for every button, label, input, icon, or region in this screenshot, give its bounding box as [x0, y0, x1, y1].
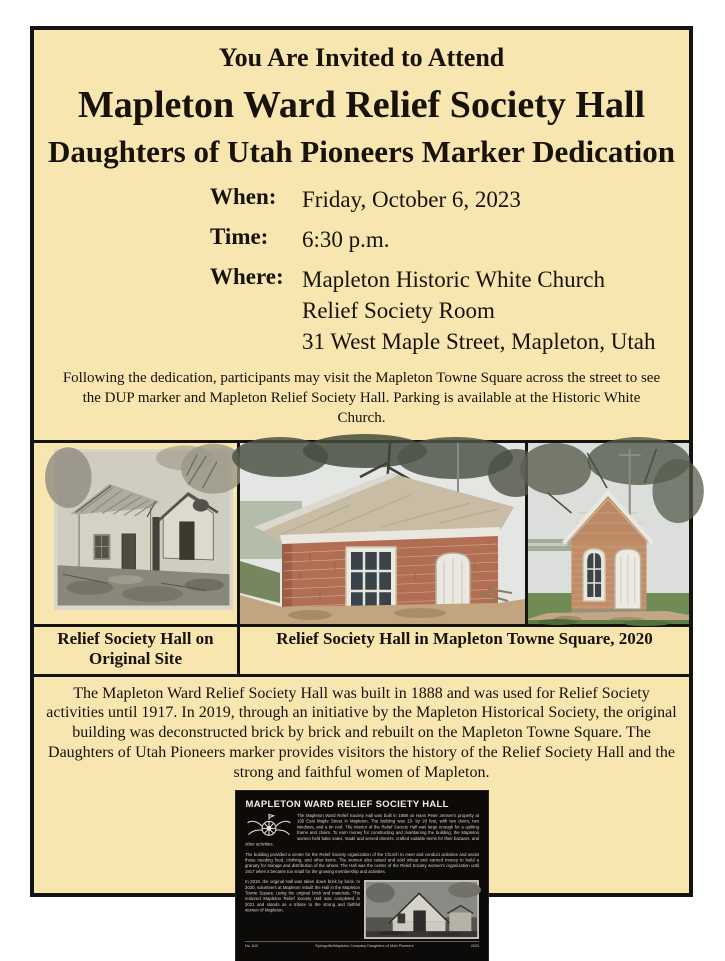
dup-marker-plaque	[236, 791, 488, 961]
time-value: 6:30 p.m.	[302, 227, 390, 253]
page-title: Mapleton Ward Relief Society Hall	[77, 84, 646, 126]
plaque-footer	[245, 941, 479, 948]
photo-table	[34, 440, 689, 677]
plaque-paragraph-1: The Mapleton Ward Relief Society Hall was built in 1888 on Hans Peter Jensen's property at 195 East Maple Street in Mapleton. The building was 15- by 20 feet, with two doors, two windows, and a tin roof. The interior of the Relief Society Hall was large enough for a quilting frame and chairs. To earn money for constructing and maintaining the building, the Mapleton women held bake sales, made and served dinners, crafted suitable items for their bazaars, and other activities.	[244, 812, 479, 847]
where-line-2: Relief Society Room	[302, 298, 495, 324]
plaque-paragraph-3: In 2019, the original Hall was taken down brick by brick. In 2020, volunteers at Mapleton rebuilt the Hall in the Mapleton Towne Square, using the original brick and materials. The restored Mapleton Relief Society Hall was completed in 2021 and stands as a tribute to the strong and faithful women of Mapleton.	[244, 878, 360, 913]
original-site-photo-cell	[34, 443, 240, 624]
plaque-organization: Springville/Mapleton Company Daughters of Utah Pioneers	[314, 943, 413, 948]
dup-emblem-icon	[245, 813, 293, 839]
where-line-1: Mapleton Historic White Church	[302, 267, 605, 293]
where-label: Where:	[210, 264, 284, 290]
caption-row	[34, 624, 689, 677]
detail-row-time	[210, 224, 689, 255]
detail-row-where	[210, 264, 689, 357]
when-label: When:	[210, 184, 277, 209]
plaque-title: MAPLETON WARD RELIEF SOCIETY HALL	[245, 798, 449, 810]
plaque-number: No. 610	[244, 943, 258, 948]
plaque-body	[245, 813, 479, 949]
plaque-year: 2023	[470, 943, 479, 948]
plaque-paragraph-2: The building provided a center for the Relief Society organization of the Church to meet and conduct activities and assist those needing food, clothing, and other items. The women also raised and sold wheat and earned money to build a granary for storage and distribution of the wheat. The Hall was the center of the Relief Society women's organization until 1917 when it became too small for the growing membership and activities.	[244, 851, 479, 874]
invite-line: You Are Invited to Attend	[218, 43, 505, 72]
where-value	[302, 264, 656, 357]
detail-row-when	[210, 184, 689, 215]
towne-square-side-photo	[240, 443, 525, 624]
dedication-note: Following the dedication, participants may visit the Mapleton Towne Square across the street to see the DUP marker and Mapleton Relief Society Hall. Parking is available at the Historic White Church.	[62, 370, 661, 426]
history-paragraph: The Mapleton Ward Relief Society Hall was built in 1888 and was used for Relief Society activities until 1917. In 2019, through an initiative by the Mapleton Historical Society, the original building was deconstructed brick by brick and rebuilt on the Mapleton Towne Square. The Daughters of Utah Pioneers marker provides visitors the history of the Relief Society Hall and the strong and faithful women of Mapleton.	[46, 684, 677, 781]
event-details	[210, 184, 689, 357]
original-site-photo	[54, 449, 233, 610]
caption-original-site: Relief Society Hall on Original Site	[34, 627, 240, 674]
when-value: Friday, October 6, 2023	[302, 187, 521, 212]
plaque-photo	[364, 880, 479, 939]
photo-row	[34, 443, 689, 624]
page-subtitle: Daughters of Utah Pioneers Marker Dedication	[47, 134, 676, 169]
where-line-3: 31 West Maple Street, Mapleton, Utah	[302, 329, 656, 355]
towne-square-front-photo	[528, 443, 689, 624]
time-label: Time:	[210, 224, 269, 250]
towne-square-front-photo-cell	[528, 443, 689, 624]
flyer-bordered-area	[30, 26, 693, 948]
towne-square-side-photo-cell	[240, 443, 528, 624]
caption-towne-square: Relief Society Hall in Mapleton Towne Square, 2020	[276, 628, 653, 648]
